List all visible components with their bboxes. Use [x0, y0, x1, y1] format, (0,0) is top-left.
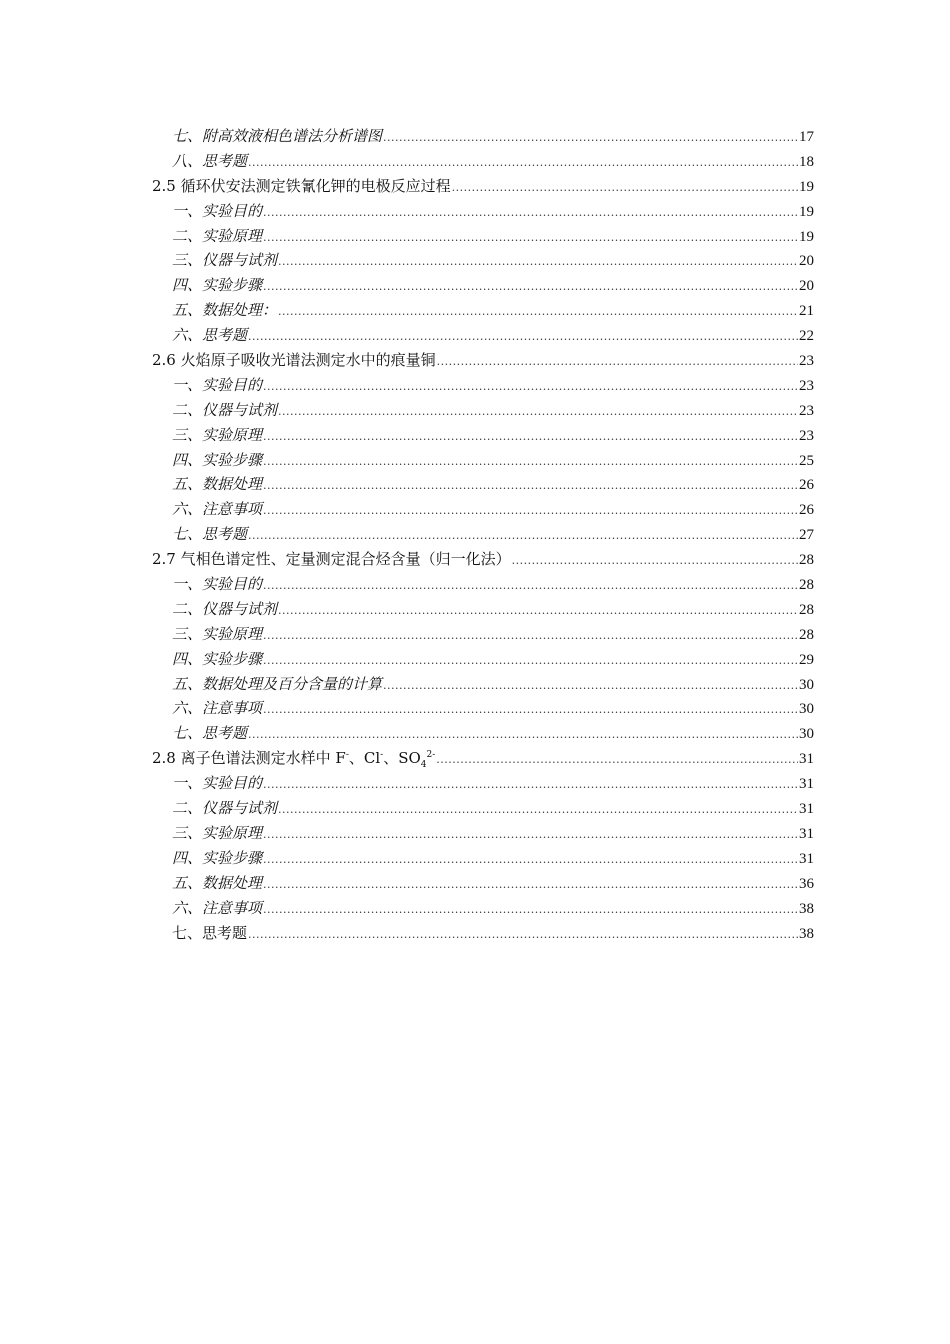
- toc-entry-page: 23: [799, 427, 814, 444]
- toc-entry-page: 26: [799, 477, 814, 494]
- charge-superscript: 2-: [426, 750, 436, 761]
- toc-entry[interactable]: [152, 124, 814, 149]
- dot-leader: [263, 450, 798, 475]
- toc-entry-title: 一、实验目的: [172, 774, 263, 793]
- toc-entry[interactable]: [152, 248, 814, 273]
- toc-entry-title: 一、实验目的: [172, 375, 263, 394]
- toc-entry[interactable]: [152, 398, 814, 423]
- toc-entry-title: 七、附高效液相色谱法分析谱图: [172, 127, 383, 145]
- toc-entry-title: 七、思考题: [172, 923, 248, 942]
- toc-section-title: [152, 746, 435, 771]
- toc-entry-title: 二、实验原理: [172, 226, 263, 245]
- toc-entry-page: 28: [799, 552, 814, 569]
- toc-entry-title: 八、思考题: [172, 151, 248, 170]
- toc-section-title-text: 、Cl: [348, 749, 381, 768]
- dot-leader: [437, 350, 798, 375]
- toc-entry[interactable]: [152, 696, 814, 721]
- toc-entry[interactable]: [152, 796, 814, 821]
- dot-leader: [263, 375, 798, 400]
- toc-entry[interactable]: [152, 622, 814, 647]
- dot-leader: [263, 574, 798, 599]
- table-of-contents: [152, 124, 814, 945]
- toc-section-entry[interactable]: [152, 174, 814, 199]
- toc-entry-page: 19: [799, 178, 814, 195]
- toc-entry-page: 27: [799, 527, 814, 544]
- toc-entry-title: 三、实验原理: [172, 823, 263, 842]
- toc-entry[interactable]: [152, 149, 814, 174]
- toc-entry-page: 17: [799, 129, 814, 145]
- dot-leader: [263, 201, 798, 226]
- toc-entry[interactable]: [152, 771, 814, 796]
- toc-entry[interactable]: [152, 323, 814, 348]
- dot-leader: [436, 748, 798, 773]
- toc-entry-page: 31: [799, 751, 814, 768]
- toc-entry-title: 四、实验步骤: [172, 276, 263, 295]
- toc-entry-page: 23: [799, 377, 814, 394]
- toc-section-title-text: 2.8 离子色谱法测定水样中 F: [152, 749, 346, 768]
- toc-entry[interactable]: [152, 423, 814, 448]
- toc-entry-title: 三、实验原理: [172, 425, 263, 444]
- toc-entry[interactable]: [152, 448, 814, 473]
- dot-leader: [263, 649, 798, 674]
- toc-entry-title: 六、注意事项: [172, 500, 263, 519]
- toc-section-entry[interactable]: [152, 348, 814, 373]
- toc-entry-page: 23: [799, 353, 814, 370]
- toc-entry-page: 28: [799, 601, 814, 618]
- toc-entry[interactable]: [152, 871, 814, 896]
- toc-entry-page: 26: [799, 502, 814, 519]
- toc-entry[interactable]: [152, 896, 814, 921]
- toc-entry[interactable]: [152, 273, 814, 298]
- toc-entry-page: 21: [799, 303, 814, 320]
- toc-entry-title: 三、仪器与试剂: [172, 251, 278, 270]
- toc-entry[interactable]: [152, 721, 814, 746]
- dot-leader: [263, 499, 798, 524]
- dot-leader: [248, 151, 798, 176]
- toc-entry[interactable]: [152, 821, 814, 846]
- dot-leader: [248, 723, 798, 748]
- toc-entry-title: 四、实验步骤: [172, 450, 263, 469]
- toc-entry[interactable]: [152, 672, 814, 697]
- toc-entry[interactable]: [152, 647, 814, 672]
- dot-leader: [278, 300, 798, 325]
- toc-entry-page: 18: [799, 153, 814, 170]
- toc-entry-page: 20: [799, 278, 814, 295]
- formula-subscript: 4: [420, 760, 427, 771]
- toc-entry-page: 28: [799, 577, 814, 594]
- dot-leader: [278, 599, 798, 624]
- toc-entry-title: 七、思考题: [172, 724, 248, 743]
- toc-entry[interactable]: [152, 373, 814, 398]
- toc-entry[interactable]: [152, 921, 814, 946]
- toc-entry[interactable]: [152, 199, 814, 224]
- dot-leader: [263, 873, 798, 898]
- dot-leader: [263, 773, 798, 798]
- toc-section-title-text: 、SO: [383, 749, 421, 768]
- dot-leader: [248, 325, 798, 350]
- dot-leader: [263, 698, 798, 723]
- toc-entry[interactable]: [152, 846, 814, 871]
- dot-leader: [263, 848, 798, 873]
- dot-leader: [263, 474, 798, 499]
- toc-entry-page: 19: [799, 228, 814, 245]
- toc-entry-title: 二、仪器与试剂: [172, 599, 278, 618]
- dot-leader: [512, 549, 798, 574]
- toc-entry-title: 七、思考题: [172, 525, 248, 544]
- toc-entry-title: 六、注意事项: [172, 898, 263, 917]
- toc-section-entry[interactable]: [152, 746, 814, 771]
- toc-entry-page: 22: [799, 328, 814, 345]
- toc-entry[interactable]: [152, 298, 814, 323]
- toc-entry-page: 31: [799, 850, 814, 867]
- toc-entry[interactable]: [152, 522, 814, 547]
- toc-entry[interactable]: [152, 497, 814, 522]
- toc-entry-title: 四、实验步骤: [172, 848, 263, 867]
- toc-entry-page: 30: [799, 676, 814, 693]
- toc-entry[interactable]: [152, 597, 814, 622]
- toc-entry-title: 三、实验原理: [172, 624, 263, 643]
- dot-leader: [263, 226, 798, 251]
- toc-entry-title: 一、实验目的: [172, 575, 263, 594]
- toc-entry-title: 五、数据处理: [172, 475, 263, 494]
- dot-leader: [263, 823, 798, 848]
- toc-entry-page: 20: [799, 253, 814, 270]
- toc-entry-page: 30: [799, 701, 814, 718]
- charge-superscript: -: [380, 750, 384, 761]
- dot-leader: [263, 624, 798, 649]
- dot-leader: [278, 400, 798, 425]
- toc-entry-page: 31: [799, 776, 814, 793]
- dot-leader: [263, 425, 798, 450]
- toc-entry-page: 30: [799, 726, 814, 743]
- toc-entry-page: 38: [799, 900, 814, 917]
- toc-section-title: 2.5 循环伏安法测定铁氰化钾的电极反应过程: [152, 176, 451, 195]
- toc-entry-title: 二、仪器与试剂: [172, 400, 278, 419]
- toc-entry[interactable]: [152, 472, 814, 497]
- toc-entry[interactable]: [152, 572, 814, 597]
- dot-leader: [452, 176, 798, 201]
- toc-entry-page: 28: [799, 626, 814, 643]
- toc-entry-page: 25: [799, 452, 814, 469]
- toc-entry-page: 31: [799, 801, 814, 818]
- toc-entry-page: 38: [799, 925, 814, 942]
- dot-leader: [278, 798, 798, 823]
- toc-entry-title: 二、仪器与试剂: [172, 799, 278, 818]
- toc-entry-title: 五、数据处理及百分含量的计算: [172, 674, 383, 693]
- toc-entry-page: 19: [799, 203, 814, 220]
- toc-entry-title: 五、数据处理：: [172, 301, 278, 320]
- toc-entry-title: 五、数据处理: [172, 873, 263, 892]
- dot-leader: [248, 524, 798, 549]
- dot-leader: [263, 898, 798, 923]
- toc-entry-title: 六、注意事项: [172, 699, 263, 718]
- dot-leader: [278, 250, 798, 275]
- toc-entry-title: 四、实验步骤: [172, 649, 263, 668]
- dot-leader: [248, 923, 798, 948]
- toc-entry-page: 36: [799, 875, 814, 892]
- toc-section-entry[interactable]: [152, 547, 814, 572]
- charge-superscript: -: [345, 750, 349, 761]
- toc-section-title: 2.7 气相色谱定性、定量测定混合烃含量（归一化法）: [152, 550, 511, 569]
- dot-leader: [263, 275, 798, 300]
- toc-entry-title: 一、实验目的: [172, 201, 263, 220]
- dot-leader: [383, 674, 798, 699]
- toc-entry-page: 29: [799, 651, 814, 668]
- toc-section-title: 2.6 火焰原子吸收光谱法测定水中的痕量铜: [152, 351, 436, 370]
- toc-entry[interactable]: [152, 224, 814, 249]
- toc-entry-page: 23: [799, 402, 814, 419]
- toc-entry-title: 六、思考题: [172, 326, 248, 345]
- toc-entry-page: 31: [799, 825, 814, 842]
- dot-leader: [383, 126, 798, 151]
